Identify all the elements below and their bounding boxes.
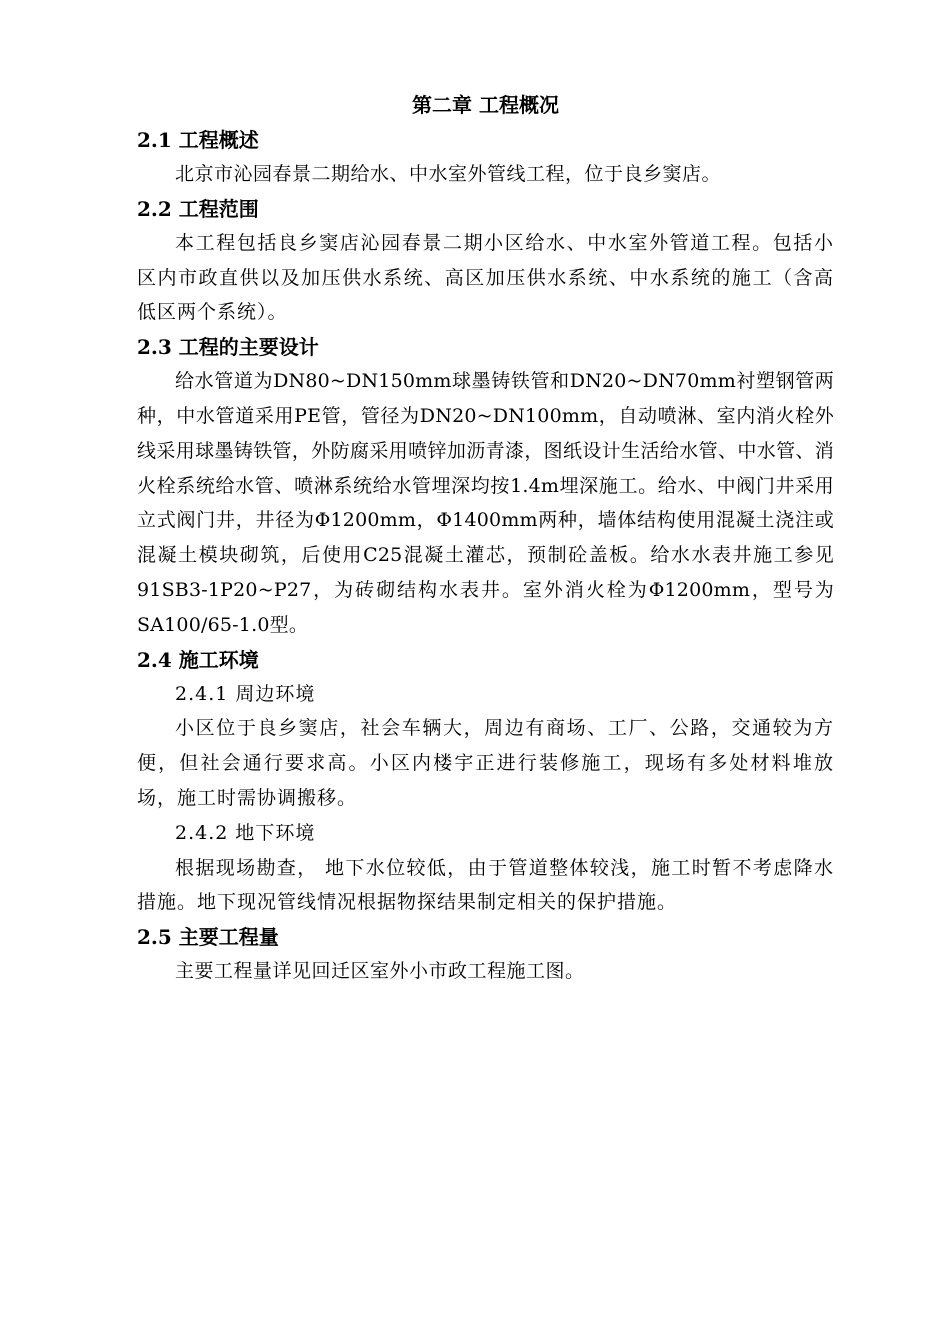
section-2-1 xyxy=(137,123,834,192)
section-paragraph: 给水管道为DN80~DN150mm球墨铸铁管和DN20~DN70mm衬塑钢管两种，中水管道采用PE管，管径为DN20~DN100mm，自动喷淋、室内消火栓外线采用球墨铸铁管，外防腐采用喷锌加沥青漆，图纸设计生活给水管、中水管、消火栓系统给水管、喷淋系统给水管埋深均按1.4m埋深施工。给水、中阀门井采用立式阀门井，井径为Φ1200mm，Φ1400mm两种，墙体结构使用混凝土浇注或混凝土模块砌筑，后使用C25混凝土灌芯，预制砼盖板。给水水表井施工参见91SB3-1P20~P27，为砖砌结构水表井。室外消火栓为Φ1200mm，型号为SA100/65-1.0型。 xyxy=(137,370,834,636)
section-2-5 xyxy=(137,920,834,989)
section-2-2 xyxy=(137,192,834,330)
section-heading: 2.2 工程范围 xyxy=(137,196,259,221)
document-page xyxy=(137,88,834,989)
section-heading: 2.4 施工环境 xyxy=(137,647,259,672)
section-2-3 xyxy=(137,330,834,642)
section-paragraph: 北京市沁园春景二期给水、中水室外管线工程，位于良乡窦店。 xyxy=(175,163,722,185)
section-paragraph: 主要工程量详见回迁区室外小市政工程施工图。 xyxy=(175,960,585,983)
section-heading: 2.1 工程概述 xyxy=(137,128,259,152)
chapter-title: 第二章 工程概况 xyxy=(412,93,559,117)
section-paragraph: 本工程包括良乡窦店沁园春景二期小区给水、中水室外管道工程。包括小区内市政直供以及加压供水系统、高区加压供水系统、中水系统的施工（含高低区两个系统）。 xyxy=(137,231,834,324)
section-2-4 xyxy=(137,643,834,921)
section-heading: 2.5 主要工程量 xyxy=(137,925,279,950)
subsection-heading: 2.4.1 周边环境 xyxy=(175,682,316,705)
subsection-paragraph: 根据现场勘查， 地下水位较低，由于管道整体较浅，施工时暂不考虑降水措施。地下现况管线情况根据物探结果制定相关的保护措施。 xyxy=(137,856,834,914)
subsection-heading: 2.4.2 地下环境 xyxy=(175,821,316,844)
section-heading: 2.3 工程的主要设计 xyxy=(137,335,319,360)
subsection-paragraph: 小区位于良乡窦店，社会车辆大，周边有商场、工厂、公路，交通较为方便，但社会通行要求高。小区内楼宇正进行装修施工，现场有多处材料堆放场，施工时需协调搬移。 xyxy=(137,717,834,809)
